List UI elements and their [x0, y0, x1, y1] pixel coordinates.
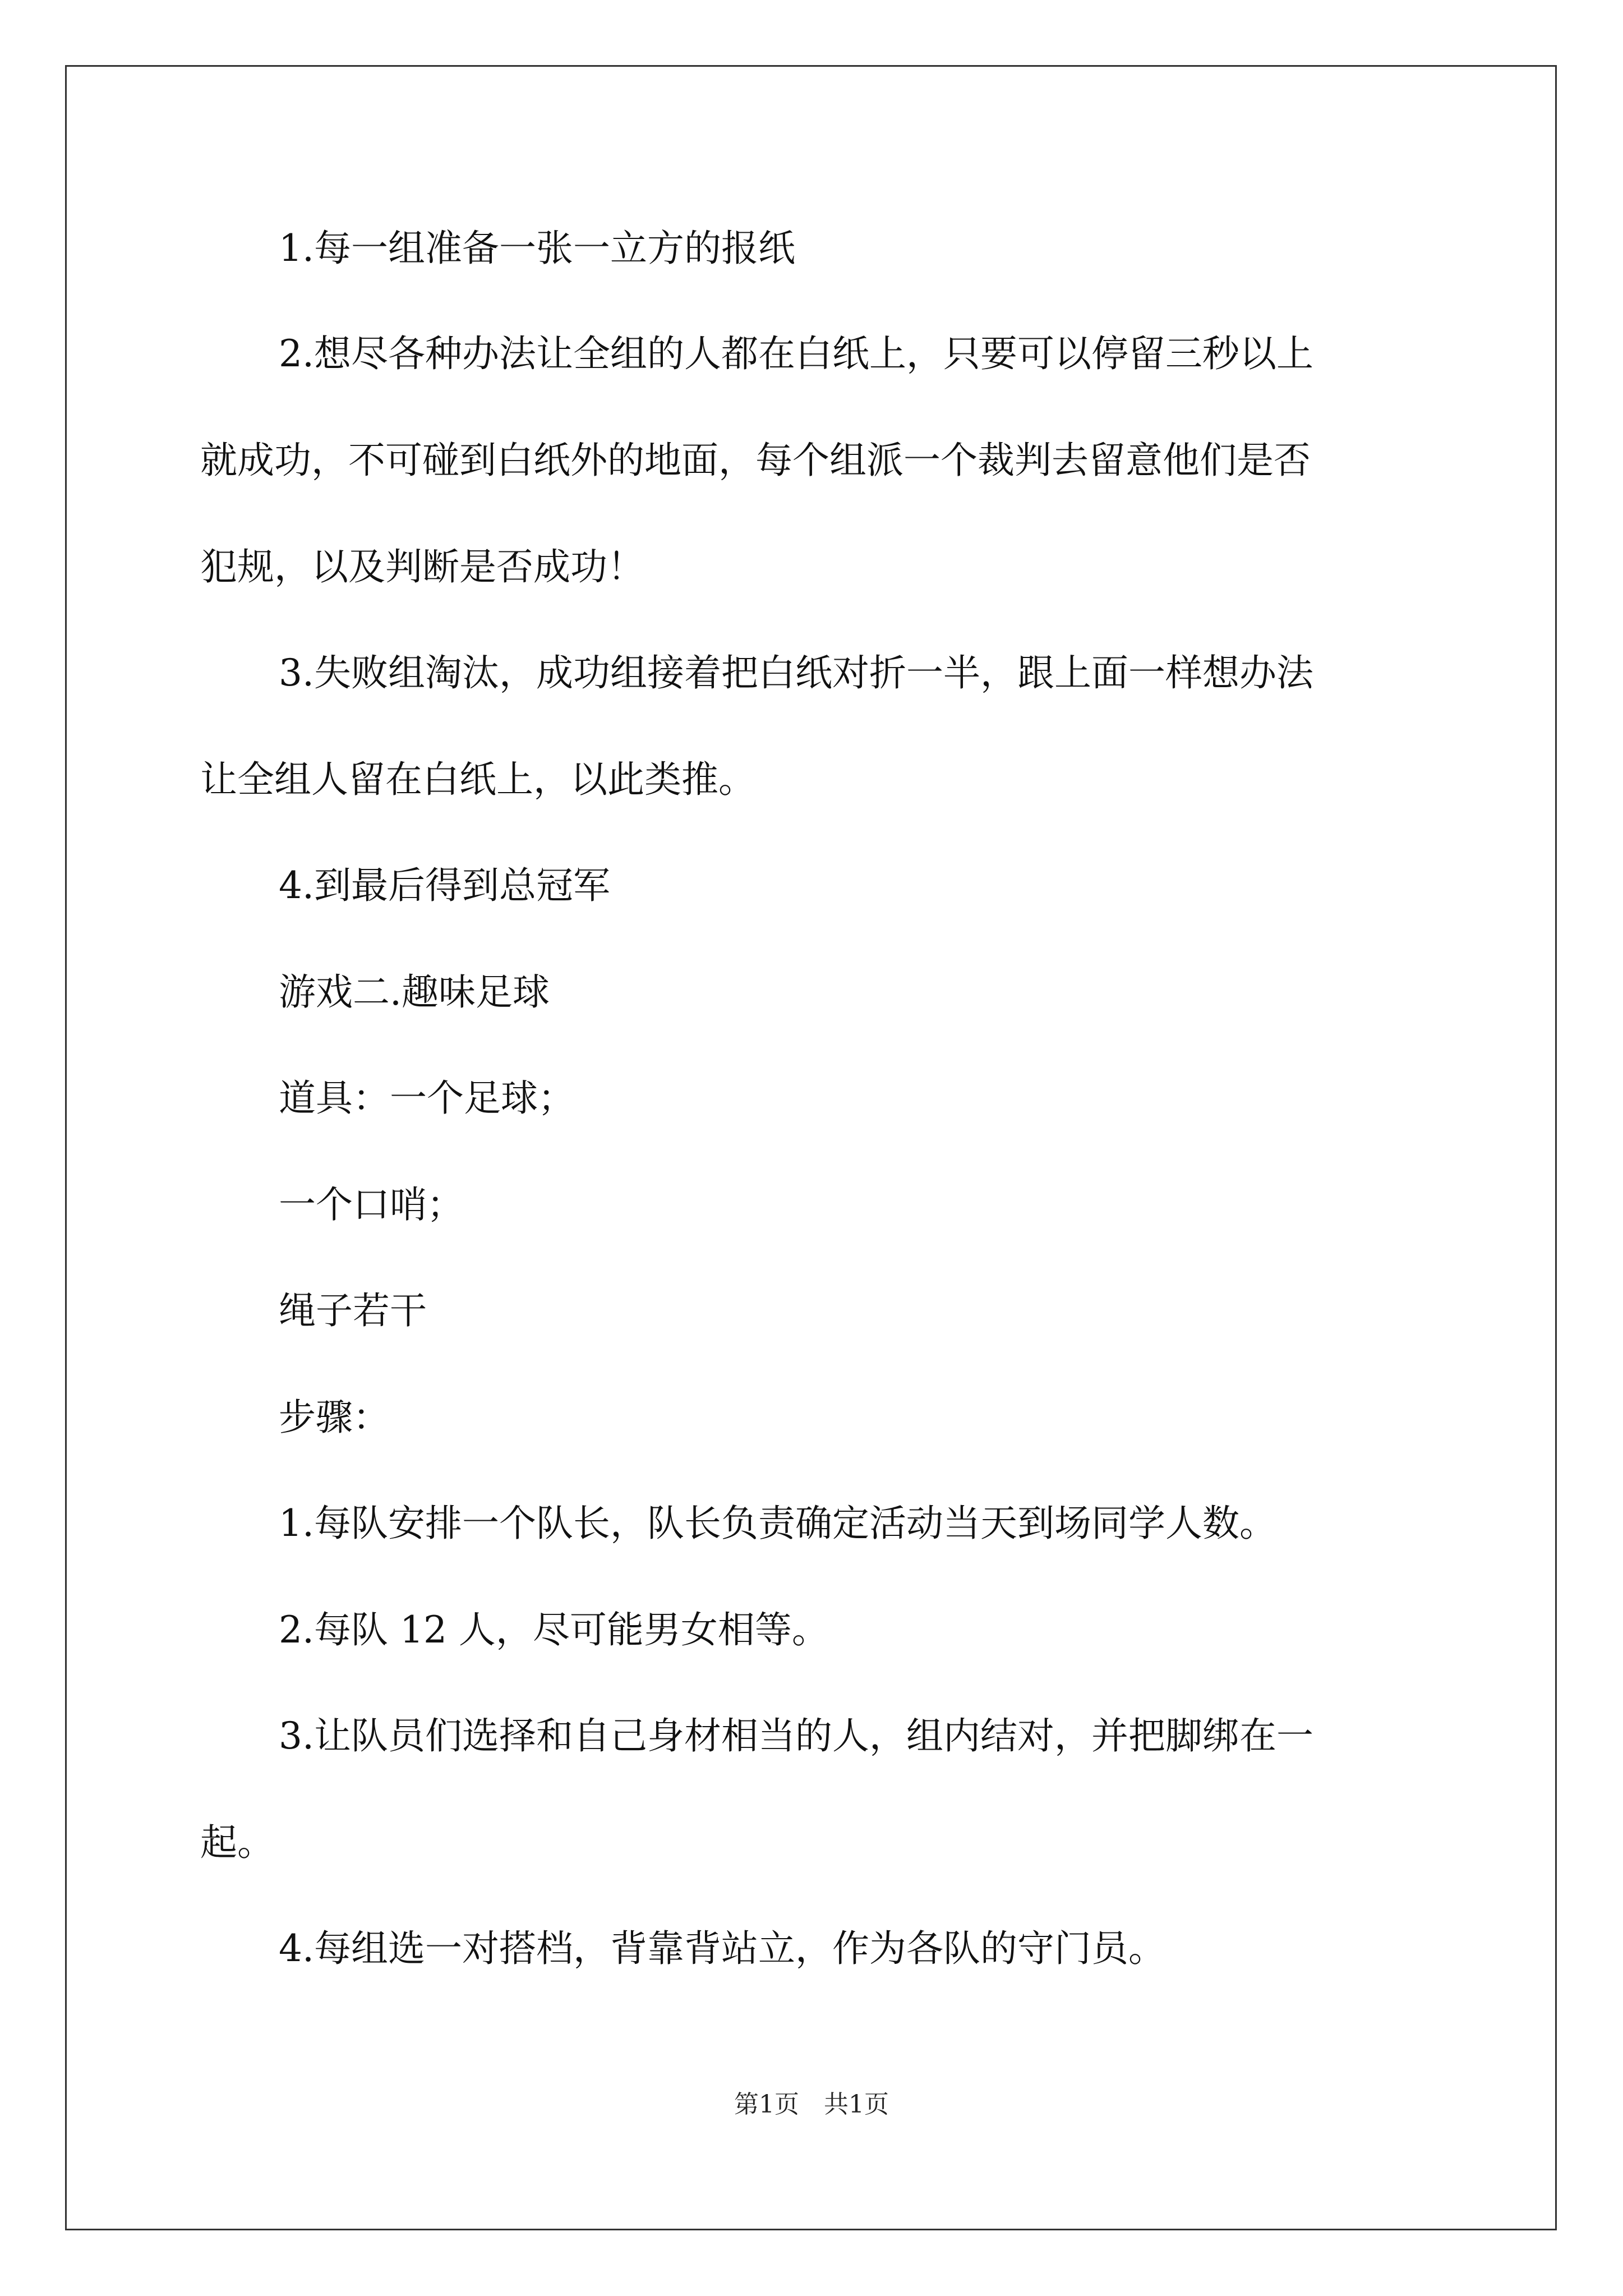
paragraph-line: 道具：一个足球； — [279, 1076, 575, 1120]
section-heading: 游戏二.趣味足球 — [279, 970, 550, 1014]
page-footer: 第1页 共1页 — [734, 2090, 889, 2119]
paragraph-line: 犯规，以及判断是否成功！ — [200, 545, 644, 588]
paragraph-line: 4.每组选一对搭档，背靠背站立，作为各队的守门员。 — [279, 1927, 1165, 1970]
paragraph-line: 让全组人留在白纸上，以此类推。 — [200, 758, 755, 801]
paragraph-line: 步骤： — [279, 1396, 390, 1439]
paragraph-line: 绳子若干 — [279, 1289, 427, 1332]
paragraph-line: 1.每一组准备一张一立方的报纸 — [279, 227, 795, 270]
paragraph-line: 4.到最后得到总冠军 — [279, 864, 610, 907]
paragraph-line: 2.想尽各种办法让全组的人都在白纸上，只要可以停留三秒以上 — [279, 332, 1313, 375]
paragraph-line: 3.失败组淘汰，成功组接着把白纸对折一半，跟上面一样想办法 — [279, 651, 1313, 694]
paragraph-line: 1.每队安排一个队长，队长负责确定活动当天到场同学人数。 — [279, 1502, 1276, 1545]
paragraph-line: 3.让队员们选择和自己身材相当的人，组内结对，并把脚绑在一 — [279, 1714, 1313, 1757]
paragraph-line: 就成功，不可碰到白纸外的地面，每个组派一个裁判去留意他们是否 — [200, 439, 1311, 482]
paragraph-line: 起。 — [200, 1821, 274, 1864]
paragraph-line: 2.每队 12 人，尽可能男女相等。 — [279, 1608, 829, 1651]
paragraph-line: 一个口哨； — [279, 1183, 464, 1226]
page-border — [65, 65, 1557, 2230]
